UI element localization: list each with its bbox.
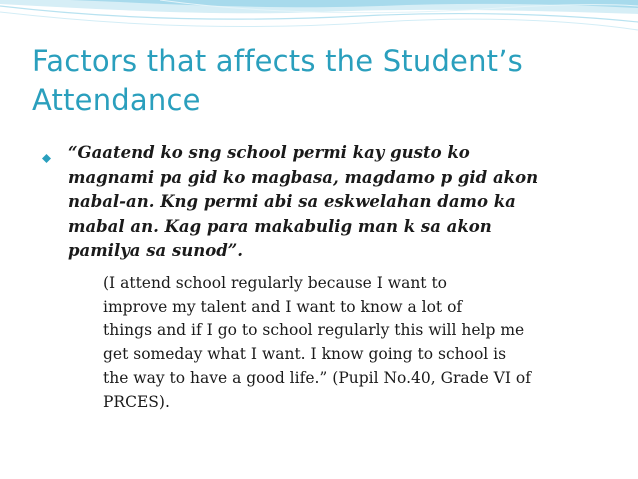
quote-line: nabal-an. Kng permi abi sa eskwelahan damo ka: [68, 192, 516, 211]
slide-title-line-2: Attendance: [32, 83, 201, 117]
translation-line: get someday what I want. I know going to school is: [103, 345, 507, 364]
translation-line: the way to have a good life.” (Pupil No.40, Grade VI of: [103, 368, 531, 387]
quote-line: magnami pa gid ko magbasa, magdamo p gid akon: [68, 167, 539, 187]
translation-line: improve my talent and I want to know a lot of: [103, 297, 463, 316]
translation-line: (I attend school regularly because I want to: [103, 274, 448, 292]
diamond-bullet-icon: [42, 154, 51, 163]
translation-line: PRCES).: [103, 392, 170, 411]
quote-line: “Gaatend ko sng school permi kay gusto ko: [68, 143, 470, 162]
quote-line: mabal an. Kag para makabulig man k sa akon: [68, 216, 492, 236]
translation-line: things and if I go to school regularly this will help me: [103, 321, 525, 340]
hiligaynon-quote: [68, 141, 628, 264]
english-translation: [103, 272, 633, 414]
slide-title-line-1: Factors that affects the Student’s: [32, 44, 523, 78]
slide-title: [32, 42, 622, 120]
quote-line: pamilya sa sunod”.: [68, 241, 244, 260]
